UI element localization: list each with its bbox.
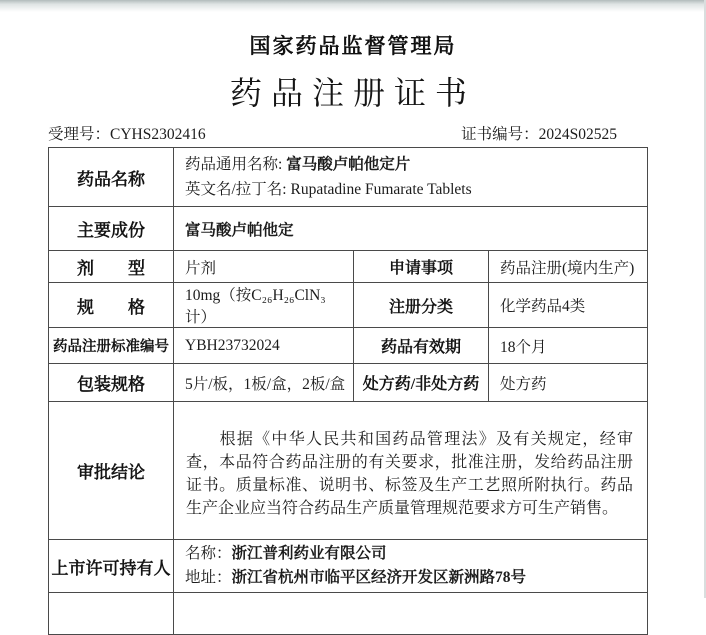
validity-label: 药品有效期 [354,328,489,364]
registration-class-value: 化学药品4类 [489,283,648,328]
application-item-label: 申请事项 [354,251,489,283]
cutoff-cell-left [49,593,174,635]
generic-name-value: 富马酸卢帕他定片 [286,156,411,173]
acceptance-number-value: CYHS2302416 [110,126,206,143]
english-name-value: Rupatadine Fumarate Tablets [290,181,472,198]
drug-name-label: 药品名称 [49,148,174,207]
package-spec-label: 包装规格 [49,364,174,402]
certificate-number-value: 2024S02525 [538,126,617,143]
certificate-meta-row [48,122,647,144]
english-name-line [185,177,641,202]
holder-name-line [185,542,641,566]
cutoff-cell-right [174,593,648,635]
application-item-value: 药品注册(境内生产) [489,251,648,283]
approval-conclusion-text: 根据《中华人民共和国药品管理法》及有关规定，经审查，本品符合药品注册的有关要求，批准注册，发给药品注册证书。质量标准、说明书、标签及生产工艺照所附执行。药品生产企业应当符合药品生产质量管理规范要求方可生产销售。 [186,430,633,517]
holder-address-value: 浙江省杭州市临平区经济开发区新洲路78号 [231,569,527,586]
standard-number-value: YBH23732024 [174,328,354,364]
row-cutoff [49,593,648,635]
dosage-form-label: 剂 型 [49,251,174,283]
license-holder-cell [174,540,648,593]
certificate-table [48,147,648,635]
approval-conclusion-label: 审批结论 [49,402,174,540]
main-ingredient-label: 主要成份 [49,207,174,251]
generic-name-label: 药品通用名称: [185,156,287,173]
holder-name-value: 浙江普利药业有限公司 [231,545,387,562]
package-spec-value: 5片/板，1板/盒，2板/盒 [174,364,354,402]
row-approval-conclusion [49,402,648,540]
validity-value: 18个月 [489,328,648,364]
row-drug-name [49,148,648,207]
certificate-number-label: 证书编号： [461,126,539,143]
rx-otc-value: 处方药 [489,364,648,402]
registration-class-label: 注册分类 [354,283,489,328]
certificate-number [461,122,647,144]
holder-name-label: 名称： [185,545,232,562]
row-license-holder [49,540,648,593]
acceptance-number [48,122,206,144]
row-package-spec [49,364,648,402]
row-dosage-form [49,251,648,283]
row-specification [49,283,648,328]
rx-otc-label: 处方药/非处方药 [354,364,489,402]
agency-name: 国家药品监督管理局 [249,35,457,58]
license-holder-label: 上市许可持有人 [49,540,174,593]
main-ingredient-value: 富马酸卢帕他定 [174,207,648,251]
row-standard-number [49,328,648,364]
drug-name-value-cell [174,148,648,207]
generic-name-line [185,152,641,177]
acceptance-number-label: 受理号： [48,126,111,143]
english-name-label: 英文名/拉丁名: [185,181,291,198]
dosage-form-value: 片剂 [174,251,354,283]
document-title: 药品注册证书 [229,75,476,111]
specification-value: 10mg（按C₂₆H₂₆ClN₃计） [174,283,354,328]
holder-address-label: 地址： [185,569,232,586]
approval-conclusion-cell [174,402,648,540]
row-main-ingredient [49,207,648,251]
page-top-shadow [0,0,706,12]
specification-label: 规 格 [49,283,174,328]
standard-number-label: 药品注册标准编号 [49,328,174,364]
holder-address-line [185,566,641,590]
